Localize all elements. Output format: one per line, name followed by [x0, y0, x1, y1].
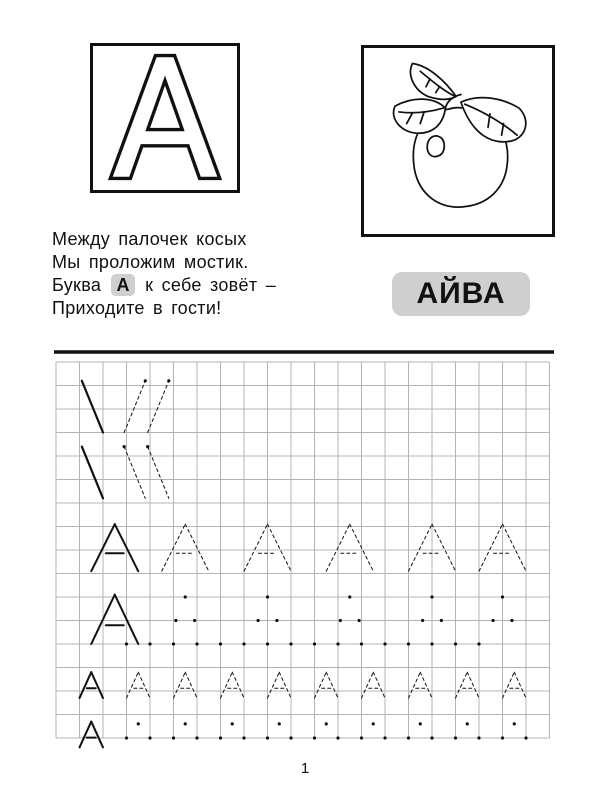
- guide-dot: [383, 642, 386, 645]
- guide-dot: [125, 736, 128, 739]
- letter-a-small-trace: [326, 672, 338, 698]
- guide-dot: [289, 736, 292, 739]
- guide-dot: [383, 736, 386, 739]
- guide-dot: [466, 722, 469, 725]
- guide-dot: [501, 736, 504, 739]
- guide-dot: [174, 619, 177, 622]
- poem-line-3: [52, 274, 276, 297]
- guide-dot: [430, 736, 433, 739]
- letter-card: [90, 43, 240, 193]
- letter-a-small-trace: [221, 672, 233, 698]
- guide-dot: [430, 595, 433, 598]
- letter-a-small-trace: [456, 672, 468, 698]
- letter-a-trace: [268, 524, 292, 571]
- poem: [52, 228, 276, 320]
- guide-dot: [266, 736, 269, 739]
- letter-a-trace: [409, 524, 433, 571]
- guide-dot: [257, 619, 260, 622]
- letter-a-small-trace: [420, 672, 432, 698]
- tracing-worksheet: [54, 350, 554, 750]
- guide-dot: [336, 736, 339, 739]
- letter-a-small-trace: [362, 672, 374, 698]
- letter-a-small-trace: [373, 672, 385, 698]
- slash-trace: [148, 381, 169, 433]
- guide-dot: [219, 642, 222, 645]
- letter-a-trace: [244, 524, 268, 571]
- guide-dot: [146, 445, 149, 448]
- guide-dot: [195, 736, 198, 739]
- guide-dot: [407, 642, 410, 645]
- guide-dot: [336, 642, 339, 645]
- picture-card: [361, 45, 555, 237]
- letter-a-small-trace: [315, 672, 327, 698]
- guide-dot: [172, 642, 175, 645]
- letter-a-small-trace: [514, 672, 526, 698]
- guide-dot: [123, 445, 126, 448]
- guide-dot: [167, 379, 170, 382]
- practice-grid: [54, 350, 554, 750]
- letter-a-small-sample: [80, 722, 92, 748]
- guide-dot: [266, 642, 269, 645]
- guide-dot: [339, 619, 342, 622]
- letter-a-trace: [503, 524, 527, 571]
- guide-dot: [242, 642, 245, 645]
- guide-dot: [419, 722, 422, 725]
- guide-dot: [242, 736, 245, 739]
- guide-dot: [144, 379, 147, 382]
- letter-a-small-sample: [91, 722, 103, 748]
- guide-dot: [278, 722, 281, 725]
- letter-a-small-trace: [174, 672, 186, 698]
- guide-dot: [372, 722, 375, 725]
- guide-dot: [325, 722, 328, 725]
- guide-dot: [440, 619, 443, 622]
- slash-stroke: [82, 381, 103, 433]
- guide-dot: [313, 642, 316, 645]
- poem-line-2: Мы проложим мостик.: [52, 252, 249, 272]
- quince-fruit-icon: [364, 48, 552, 234]
- guide-dot: [358, 619, 361, 622]
- guide-dot: [501, 595, 504, 598]
- guide-dot: [137, 722, 140, 725]
- letter-a-small-trace: [138, 672, 150, 698]
- guide-dot: [407, 736, 410, 739]
- guide-dot: [313, 736, 316, 739]
- poem-line-4: Приходите в гости!: [52, 298, 222, 318]
- backslash-stroke: [82, 447, 103, 499]
- guide-dot: [348, 595, 351, 598]
- letter-a-small-trace: [503, 672, 515, 698]
- letter-a-small-trace: [127, 672, 139, 698]
- guide-dot: [125, 642, 128, 645]
- guide-dot: [148, 642, 151, 645]
- guide-dot: [172, 736, 175, 739]
- guide-dot: [454, 642, 457, 645]
- poem-line-3-end: к себе зовёт –: [145, 275, 277, 295]
- letter-a-small-trace: [185, 672, 197, 698]
- guide-dot: [195, 642, 198, 645]
- backslash-trace: [124, 447, 145, 499]
- guide-dot: [510, 619, 513, 622]
- guide-dot: [275, 619, 278, 622]
- word-badge: АЙВА: [392, 272, 530, 316]
- guide-dot: [492, 619, 495, 622]
- letter-a-small-trace: [467, 672, 479, 698]
- guide-dot: [360, 736, 363, 739]
- page-number: 1: [300, 760, 310, 777]
- letter-a-trace: [432, 524, 456, 571]
- guide-dot: [193, 619, 196, 622]
- guide-dot: [184, 722, 187, 725]
- slash-trace: [124, 381, 145, 433]
- guide-dot: [454, 736, 457, 739]
- poem-line-3-start: Буква: [52, 275, 102, 295]
- letter-a-small-sample: [91, 672, 103, 698]
- letter-a-small-trace: [279, 672, 291, 698]
- guide-dot: [477, 642, 480, 645]
- letter-a-small-trace: [409, 672, 421, 698]
- letter-a-small-trace: [232, 672, 244, 698]
- guide-dot: [184, 595, 187, 598]
- outlined-letter-a: [93, 46, 237, 190]
- highlight-letter-badge: А: [111, 274, 134, 296]
- backslash-trace: [148, 447, 169, 499]
- guide-dot: [289, 642, 292, 645]
- guide-dot: [513, 722, 516, 725]
- guide-dot: [148, 736, 151, 739]
- guide-dot: [219, 736, 222, 739]
- guide-dot: [524, 736, 527, 739]
- letter-a-small-trace: [268, 672, 280, 698]
- guide-dot: [430, 642, 433, 645]
- letter-a-small-sample: [80, 672, 92, 698]
- guide-dot: [360, 642, 363, 645]
- guide-dot: [477, 736, 480, 739]
- guide-dot: [231, 722, 234, 725]
- guide-dot: [421, 619, 424, 622]
- guide-dot: [266, 595, 269, 598]
- letter-a-trace: [479, 524, 503, 571]
- poem-line-1: Между палочек косых: [52, 229, 247, 249]
